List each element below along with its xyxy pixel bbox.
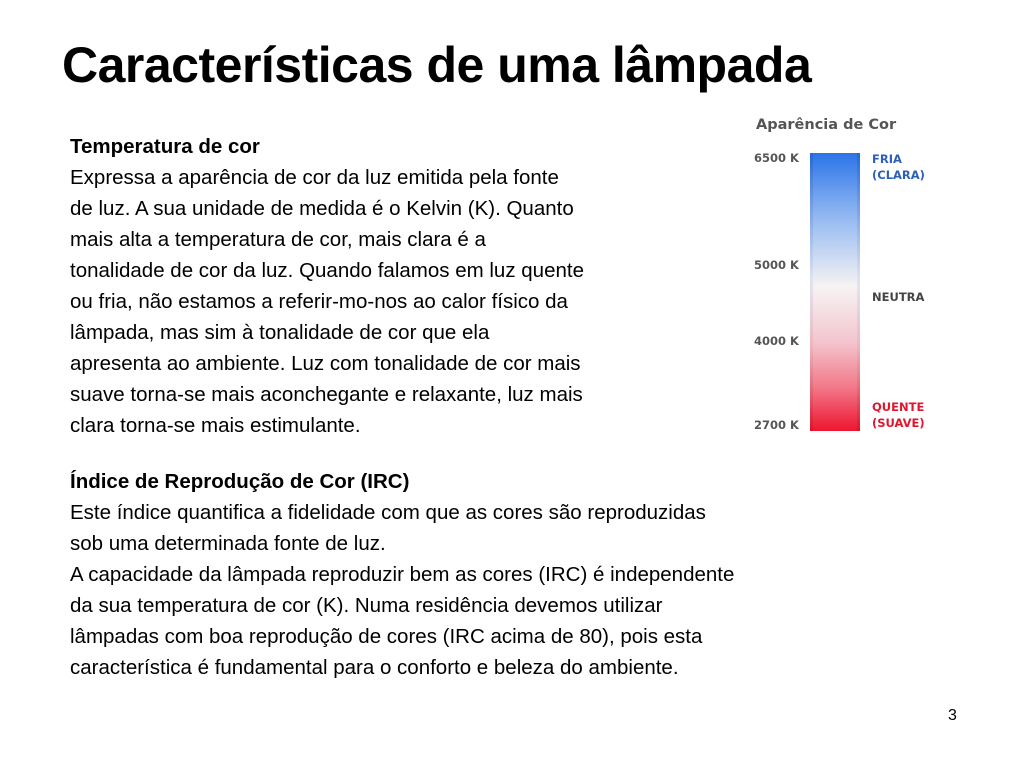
color-appearance-title: Aparência de Cor bbox=[756, 117, 897, 133]
neutral-label: NEUTRA bbox=[872, 290, 925, 304]
tick-label-4000k: 4000 K bbox=[754, 334, 799, 348]
cold-zone-label bbox=[872, 151, 925, 183]
color-temperature-line: apresenta ao ambiente. Luz com tonalidade de cor mais bbox=[70, 352, 581, 375]
color-temperature-line: mais alta a temperatura de cor, mais clara é a bbox=[70, 228, 486, 251]
color-temperature-section bbox=[70, 131, 720, 441]
color-temperature-line: suave torna-se mais aconchegante e relaxante, luz mais bbox=[70, 383, 583, 406]
color-temperature-line: clara torna-se mais estimulante. bbox=[70, 414, 361, 437]
cold-sublabel: (CLARA) bbox=[872, 168, 925, 182]
color-rendering-index-line: sob uma determinada fonte de luz. bbox=[70, 532, 386, 555]
color-temperature-heading: Temperatura de cor bbox=[70, 135, 260, 158]
warm-sublabel: (SUAVE) bbox=[872, 416, 925, 430]
color-temperature-line: tonalidade de cor da luz. Quando falamos em luz quente bbox=[70, 259, 584, 282]
color-temperature-line: Expressa a aparência de cor da luz emitida pela fonte bbox=[70, 166, 559, 189]
neutral-zone-label bbox=[872, 289, 924, 305]
color-temperature-line: lâmpada, mas sim à tonalidade de cor que ela bbox=[70, 321, 490, 344]
color-rendering-index-section bbox=[70, 466, 950, 683]
color-rendering-index-line: Este índice quantifica a fidelidade com que as cores são reproduzidas bbox=[70, 501, 706, 524]
warm-label: QUENTE bbox=[872, 400, 925, 414]
slide-title: Características de uma lâmpada bbox=[62, 37, 812, 93]
tick-label-2700k: 2700 K bbox=[754, 418, 799, 432]
color-rendering-index-line: característica é fundamental para o conforto e beleza do ambiente. bbox=[70, 656, 679, 679]
page-number: 3 bbox=[948, 707, 957, 724]
tick-label-6500k: 6500 K bbox=[754, 151, 799, 165]
color-temperature-line: de luz. A sua unidade de medida é o Kelvin (K). Quanto bbox=[70, 197, 574, 220]
color-rendering-index-line: A capacidade da lâmpada reproduzir bem as cores (IRC) é independente bbox=[70, 563, 735, 586]
color-temperature-gradient-bar bbox=[810, 153, 860, 431]
tick-label-5000k: 5000 K bbox=[754, 258, 799, 272]
color-appearance-scale bbox=[752, 113, 952, 443]
color-rendering-index-line: da sua temperatura de cor (K). Numa residência devemos utilizar bbox=[70, 594, 663, 617]
cold-label: FRIA bbox=[872, 152, 902, 166]
color-rendering-index-line: lâmpadas com boa reprodução de cores (IRC acima de 80), pois esta bbox=[70, 625, 703, 648]
warm-zone-label bbox=[872, 399, 925, 431]
color-rendering-index-heading: Índice de Reprodução de Cor (IRC) bbox=[70, 470, 410, 493]
color-temperature-line: ou fria, não estamos a referir-mo-nos ao calor físico da bbox=[70, 290, 568, 313]
